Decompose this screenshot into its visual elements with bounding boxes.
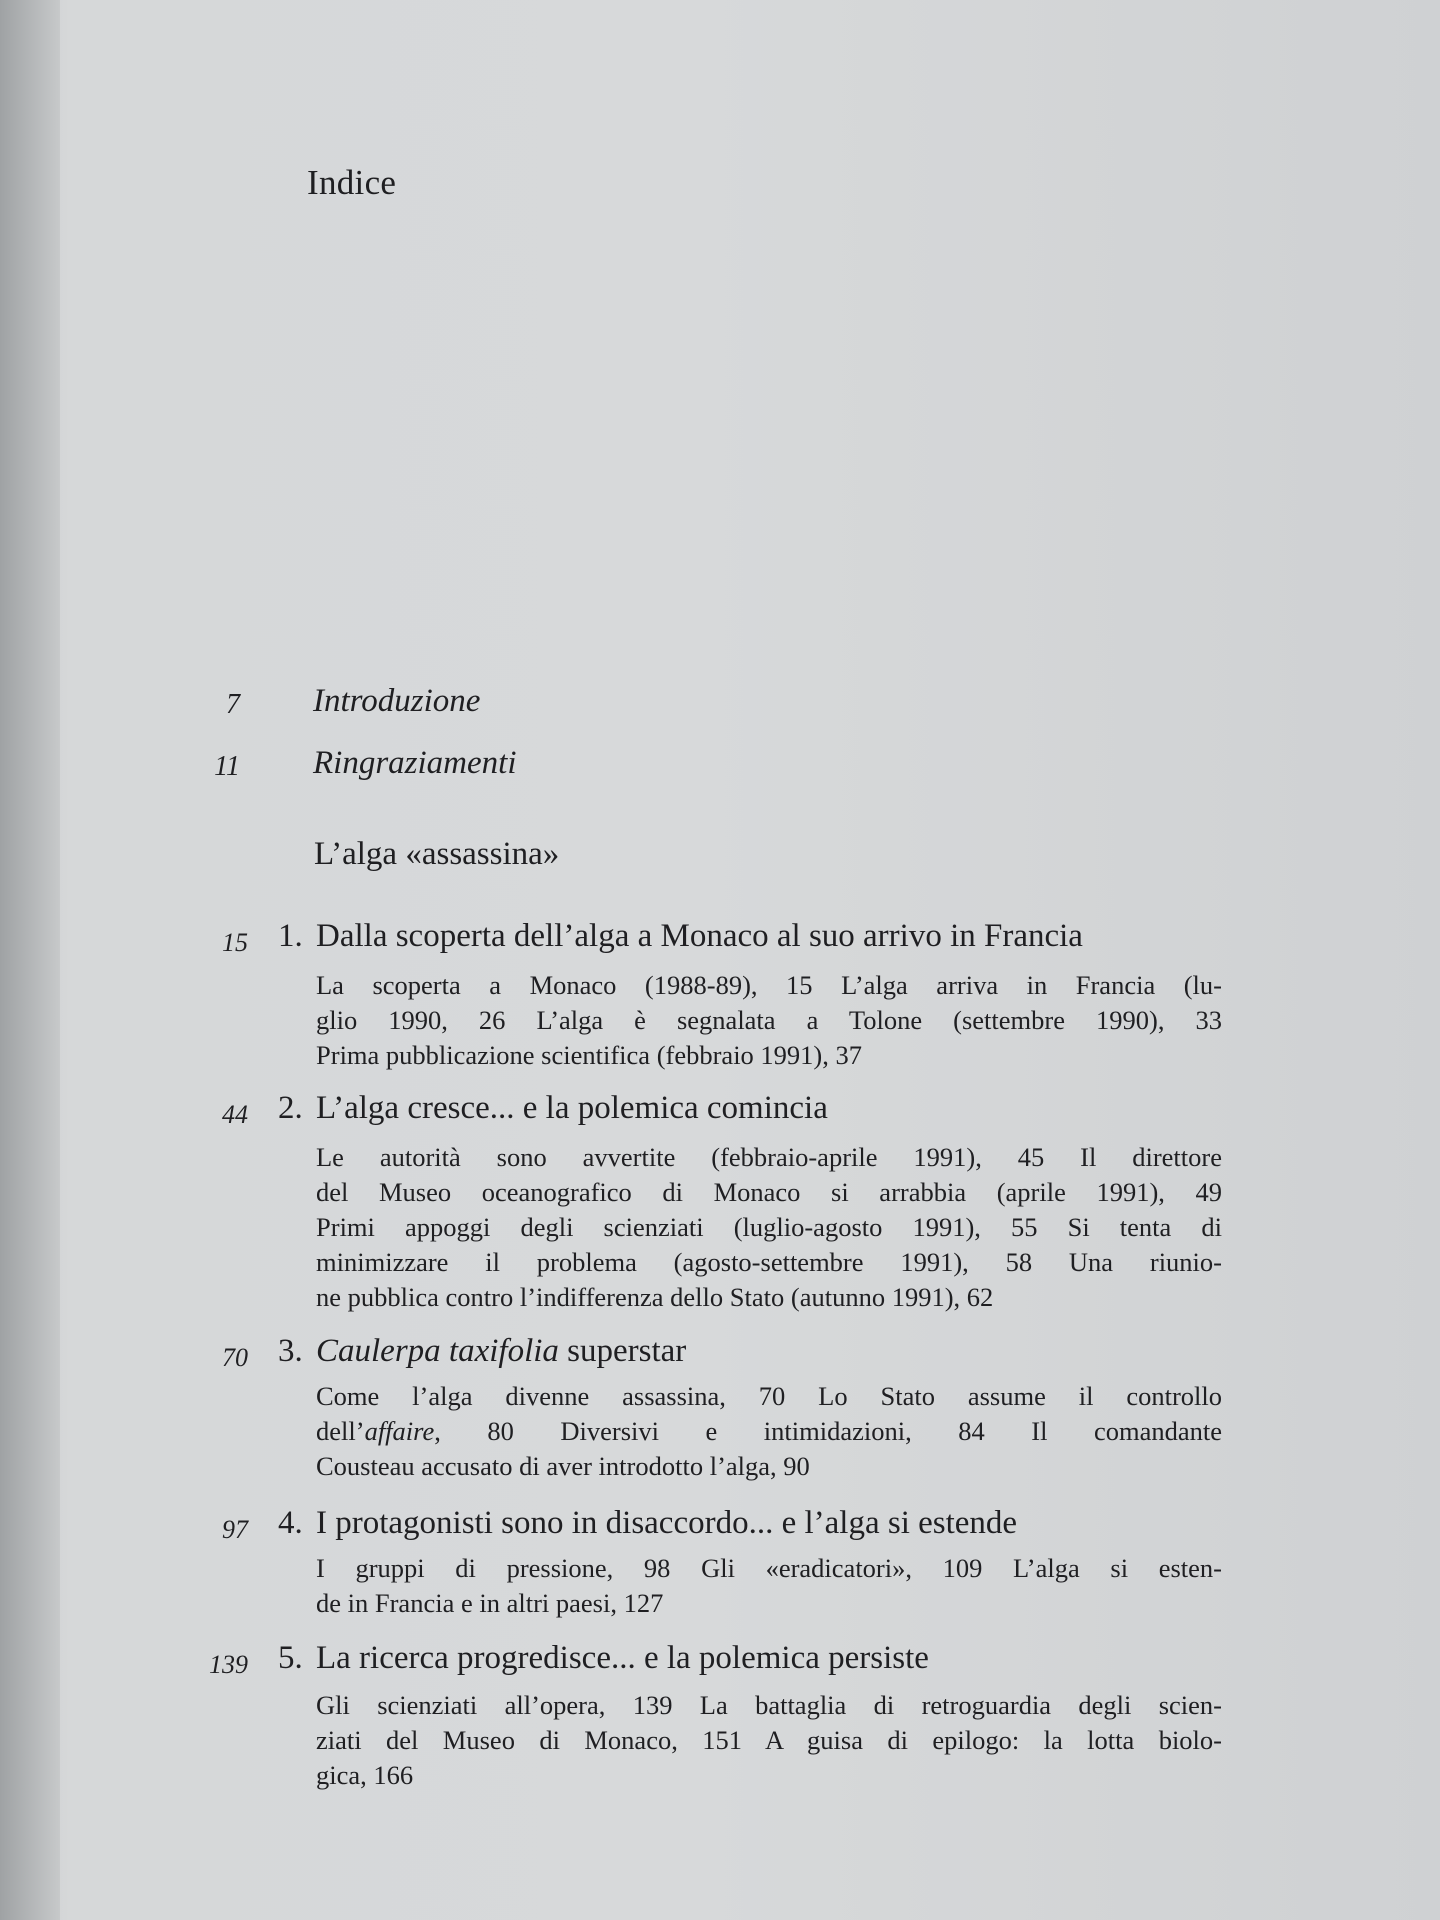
chapter-page-number: 44 [222,1100,248,1129]
chapter-page-number: 70 [222,1343,248,1372]
index-title: Indice [307,163,397,202]
chapter-title: L’alga cresce... e la polemica comincia [316,1090,828,1126]
book-gutter [0,0,60,1920]
summary-line: Prima pubblicazione scientifica (febbraio 1991), 37 [316,1040,863,1070]
chapter-number: 4. [278,1505,303,1541]
chapter-title: I protagonisti sono in disaccordo... e l’alga si estende [316,1505,1018,1541]
chapter-summary [316,1551,1222,1621]
summary-line: minimizzare il problema (agosto-settembre 1991), 58 Una riunio- [316,1247,1222,1277]
chapter-summary [316,1140,1222,1315]
italic-word: affaire [364,1416,435,1446]
summary-line: Primi appoggi degli scienziati (luglio-agosto 1991), 55 Si tenta di [316,1212,1222,1242]
summary-line: del Museo oceanografico di Monaco si arrabbia (aprile 1991), 49 [316,1177,1222,1207]
chapter-page-number: 15 [222,928,248,957]
chapter-title: La ricerca progredisce... e la polemica persiste [316,1640,929,1676]
chapter-number: 2. [278,1090,303,1126]
summary-line: Come l’alga divenne assassina, 70 Lo Stato assume il controllo [316,1381,1222,1411]
chapter-summary [316,1688,1222,1793]
chapter-number: 3. [278,1333,303,1369]
summary-line: glio 1990, 26 L’alga è segnalata a Tolone (settembre 1990), 33 [316,1005,1222,1035]
chapter-number: 1. [278,918,303,954]
entry-title: Introduzione [313,683,481,719]
summary-line: La scoperta a Monaco (1988-89), 15 L’alga arriva in Francia (lu- [316,970,1222,1000]
summary-line: de in Francia e in altri paesi, 127 [316,1588,664,1618]
chapter-summary [316,968,1222,1073]
summary-line: ziati del Museo di Monaco, 151 A guisa di epilogo: la lotta biolo- [316,1725,1222,1755]
summary-line: Cousteau accusato di aver introdotto l’alga, 90 [316,1451,810,1481]
part-title: L’alga «assassina» [314,836,560,872]
summary-line: I gruppi di pressione, 98 Gli «eradicatori», 109 L’alga si esten- [316,1553,1222,1583]
summary-line: dell’affaire, 80 Diversivi e intimidazioni, 84 Il comandante [316,1416,1222,1446]
chapter-page-number: 139 [209,1650,248,1679]
chapter-page-number: 97 [222,1515,248,1544]
summary-line: ne pubblica contro l’indifferenza dello Stato (autunno 1991), 62 [316,1282,994,1312]
entry-page-number: 11 [214,751,240,782]
chapter-title [316,1333,686,1370]
chapter-title: Dalla scoperta dell’alga a Monaco al suo arrivo in Francia [316,918,1083,954]
summary-line: gica, 166 [316,1760,414,1790]
chapter-title-rest: superstar [558,1333,687,1369]
entry-title: Ringraziamenti [313,745,517,781]
chapter-number: 5. [278,1640,303,1676]
chapter-title-italic: Caulerpa taxifolia [316,1333,559,1369]
summary-line: Le autorità sono avvertite (febbraio-aprile 1991), 45 Il direttore [316,1142,1222,1172]
chapter-summary [316,1379,1222,1484]
summary-line: Gli scienziati all’opera, 139 La battaglia di retroguardia degli scien- [316,1690,1222,1720]
entry-page-number: 7 [226,689,240,720]
